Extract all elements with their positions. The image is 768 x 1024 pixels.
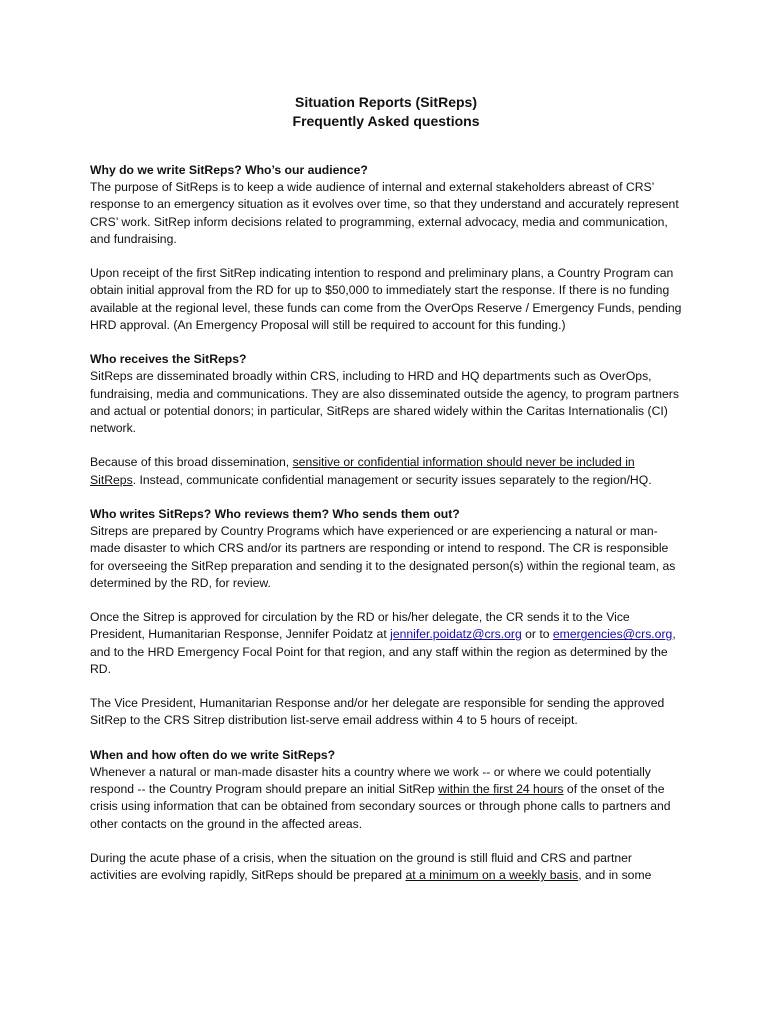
section-heading-when: When and how often do we write SitReps?	[90, 747, 336, 762]
doc-title: Situation Reports (SitReps)	[294, 94, 477, 110]
section-heading-why: Why do we write SitReps? Who’s our audience?	[90, 163, 368, 177]
paragraph-distribution: The Vice President, Humanitarian Response and/or her delegate are responsible for sending the approved SitRep to the CRS Sitrep distribution list-serve email address within 4 to 5 hours of receipt.	[90, 696, 665, 728]
paragraph-circulation	[90, 609, 682, 678]
confidential-text-post: . Instead, communicate confidential management or security issues separately to the region/HQ.	[132, 472, 652, 487]
paragraph-initial-sitrep	[90, 764, 682, 833]
initial-text-pre: Whenever a natural or man-made disaster hits a country where we work -- or where we could potentially respond -- the Country Program should prepare an initial SitRep	[90, 765, 651, 797]
paragraph-preparation: Sitreps are prepared by Country Programs which have experienced or are experiencing a natural or man-made disaster to which CRS and/or its partners are responding or intend to respond. The CR is responsible for overseeing the SitRep preparation and sending it to the designated person(s) within the regional team, as determined by the RD, for review.	[90, 524, 676, 590]
circulation-text-pre: Once the Sitrep is approved for circulation by the RD or his/her delegate, the CR sends it to the Vice President, Humanitarian Response, Jennifer Poidatz at	[90, 610, 630, 642]
initial-deadline: within the first 24 hours	[438, 782, 564, 797]
circulation-text-post: , and to the HRD Emergency Focal Point for that region, and any staff within the region as determined by the RD.	[90, 627, 676, 676]
acute-text-pre: During the acute phase of a crisis, when the situation on the ground is still fluid and CRS and partner activities are evolving rapidly, SitReps should be prepared	[90, 851, 632, 883]
paragraph-dissemination: SitReps are disseminated broadly within CRS, including to HRD and HQ departments such as OverOps, fundraising, media and communications. They are also disseminated outside the agency, to program partners and actual or potential donors; in particular, SitReps are shared widely within the Caritas Internationalis (CI) network.	[90, 369, 679, 436]
doc-subtitle: Frequently Asked questions	[292, 113, 480, 129]
paragraph-purpose: The purpose of SitReps is to keep a wide audience of internal and external stakeholders abreast of CRS’ response to an emergency situation as it evolves over time, so that they understand and accurately represent CRS’ work. SitRep inform decisions related to programming, external advocacy, media and communication, and fundraising.	[90, 180, 679, 246]
confidential-text-pre: Because of this broad dissemination,	[90, 455, 293, 470]
confidential-warning: sensitive or confidential information should never be included in SitReps	[90, 455, 635, 487]
section-heading-who-writes: Who writes SitReps? Who reviews them? Who sends them out?	[90, 507, 460, 521]
section-heading-who-receives: Who receives the SitReps?	[90, 352, 247, 367]
email-link-emergencies[interactable]: emergencies@crs.org	[552, 627, 673, 642]
paragraph-confidential	[90, 454, 682, 488]
paragraph-approval: Upon receipt of the first SitRep indicating intention to respond and preliminary plans, a Country Program can obtain initial approval from the RD for up to $50,000 to immediately start the response. If there is no funding available at the regional level, these funds can come from the OverOps Reserve / Emergency Funds, pending HRD approval. (An Emergency Proposal will still be required to account for this funding.)	[90, 266, 682, 332]
document-page	[90, 93, 682, 902]
paragraph-acute-phase	[90, 850, 682, 884]
title-block	[90, 93, 682, 131]
acute-text-post: , and in some	[578, 868, 652, 883]
initial-text-post: of the onset of the crisis using information that can be obtained from secondary sources or through phone calls to partners and other contacts on the ground in the affected areas.	[90, 782, 671, 831]
circulation-text-mid: or to	[521, 627, 553, 642]
acute-frequency: at a minimum on a weekly basis	[405, 868, 579, 883]
email-link-jennifer[interactable]: jennifer.poidatz@crs.org	[390, 627, 522, 642]
